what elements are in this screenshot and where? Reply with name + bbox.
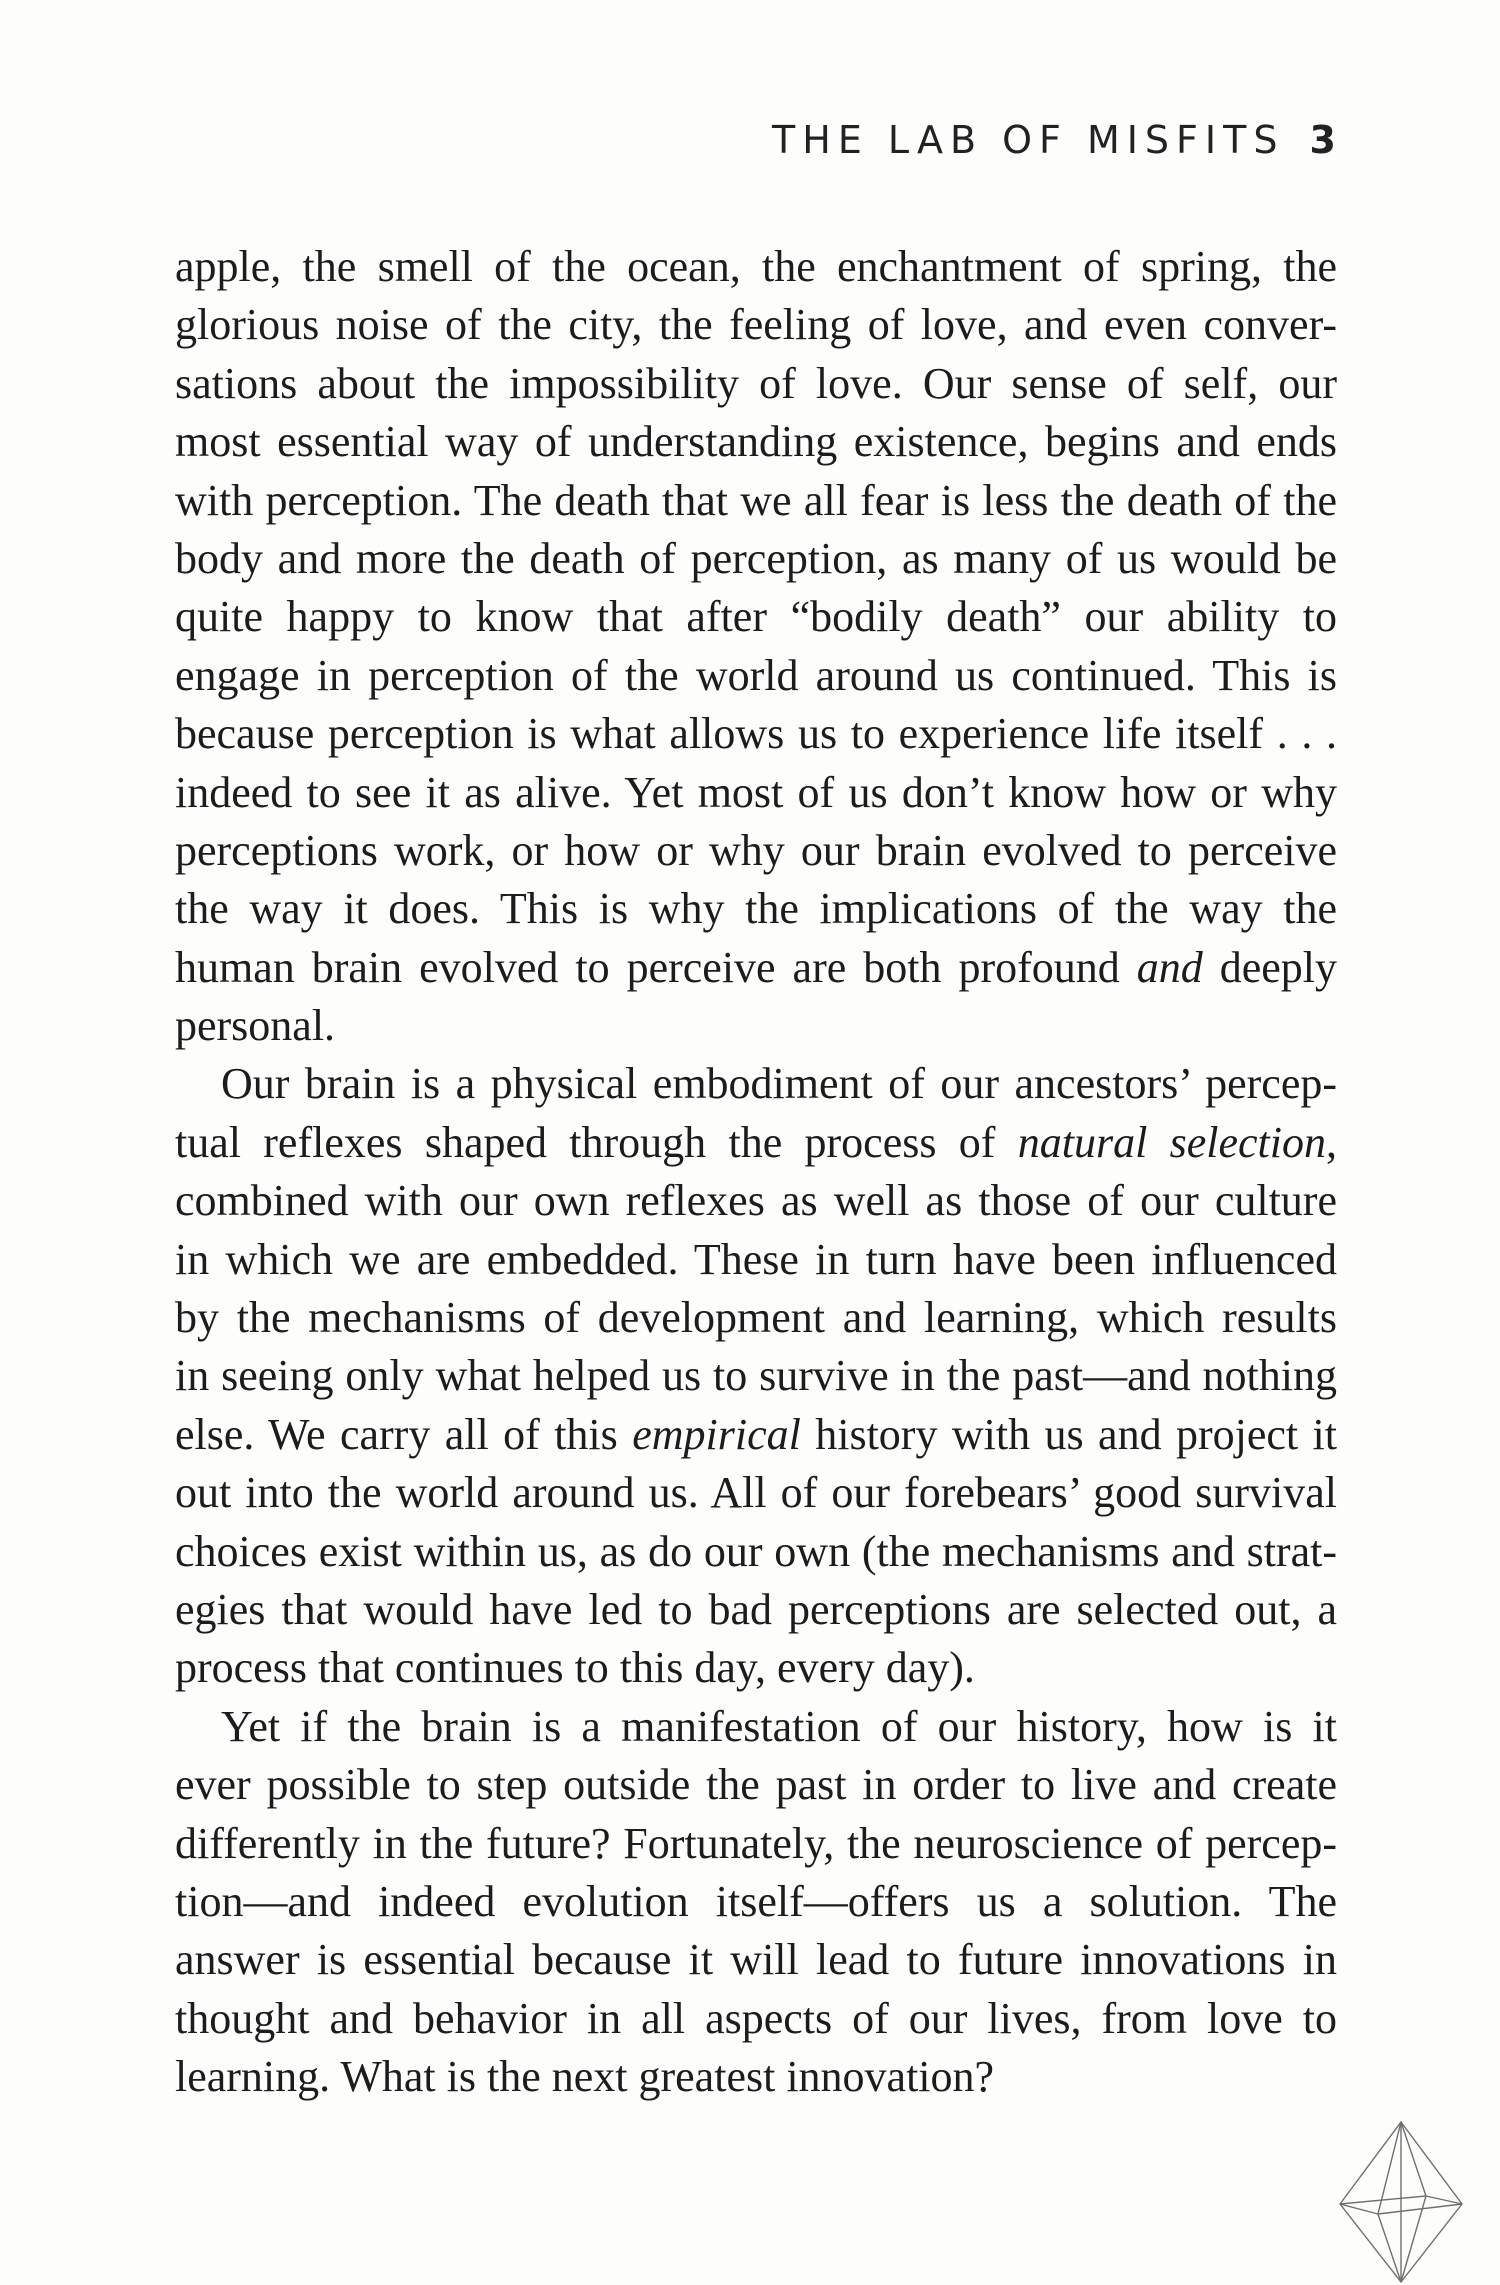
text-line (175, 1639, 1337, 1697)
text-line (175, 1698, 1337, 1756)
text-run: choices exist within us, as do our own (the mechanisms and strat- (175, 1526, 1337, 1576)
text-line (175, 1815, 1337, 1873)
text-line (175, 880, 1337, 938)
text-run: tual reflexes shaped through the process of (175, 1117, 1018, 1167)
text-run: combined with our own reflexes as well as those of our culture (175, 1176, 1337, 1226)
text-line (175, 413, 1337, 471)
text-run: with perception. The death that we all fear is less the death of the (175, 475, 1337, 525)
text-line (175, 1581, 1337, 1639)
text-line (175, 822, 1337, 880)
text-run: body and more the death of perception, as many of us would be (175, 533, 1337, 583)
text-run: engage in perception of the world around us continued. This is (175, 650, 1337, 700)
text-line (175, 1931, 1337, 1989)
text-line (175, 530, 1337, 588)
text-run: egies that would have led to bad perceptions are selected out, a (175, 1584, 1337, 1634)
text-run: in seeing only what helped us to survive in the past—and nothing (175, 1351, 1337, 1401)
text-run: personal. (175, 1001, 336, 1051)
text-line (175, 1289, 1337, 1347)
text-run: out into the world around us. All of our forebears’ good survival (175, 1468, 1337, 1518)
running-head (772, 118, 1336, 162)
text-line (175, 355, 1337, 413)
text-line (175, 296, 1337, 354)
text-run: quite happy to know that after “bodily death” our ability to (175, 592, 1337, 642)
text-run: thought and behavior in all aspects of our lives, from love to (175, 1993, 1337, 2043)
text-line (175, 1055, 1337, 1113)
emphasis-text: natural selection (1017, 1117, 1326, 1167)
text-run: differently in the future? Fortunately, the neuroscience of percep- (175, 1818, 1337, 1868)
text-run: most essential way of understanding existence, begins and ends (175, 417, 1337, 467)
text-line (175, 647, 1337, 705)
text-line (175, 1172, 1337, 1230)
text-run: because perception is what allows us to experience life itself . . . (175, 709, 1337, 759)
text-run: perceptions work, or how or why our brain evolved to perceive (175, 825, 1337, 875)
text-run: Our brain is a physical embodiment of our ancestors’ percep- (221, 1059, 1337, 1109)
text-run: history with us and project it (800, 1409, 1337, 1459)
text-line (175, 1523, 1337, 1581)
text-line (175, 588, 1337, 646)
text-line (175, 939, 1337, 997)
text-run: tion—and indeed evolution itself—offers us a solution. The (175, 1876, 1337, 1926)
text-line (175, 472, 1337, 530)
text-run: in which we are embedded. These in turn have been influenced (175, 1234, 1337, 1284)
page-number: 3 (1309, 118, 1336, 162)
text-run: human brain evolved to perceive are both profound (175, 942, 1137, 992)
text-line (175, 1464, 1337, 1522)
octahedron-icon (1336, 2118, 1466, 2285)
text-line (175, 705, 1337, 763)
text-line (175, 1873, 1337, 1931)
text-line (175, 1756, 1337, 1814)
text-run: Yet if the brain is a manifestation of our history, how is it (221, 1701, 1337, 1751)
text-run: apple, the smell of the ocean, the enchantment of spring, the (175, 242, 1337, 291)
text-run: ever possible to step outside the past in order to live and create (175, 1760, 1337, 1810)
body-text (175, 238, 1337, 2107)
text-line (175, 238, 1337, 296)
running-head-title: THE LAB OF MISFITS (772, 118, 1285, 162)
text-run: deeply (1202, 942, 1337, 992)
text-run: the way it does. This is why the implications of the way the (175, 884, 1337, 934)
text-line (175, 1990, 1337, 2048)
text-run: learning. What is the next greatest innovation? (175, 2052, 995, 2102)
text-line (175, 1406, 1337, 1464)
text-line (175, 764, 1337, 822)
text-line (175, 1114, 1337, 1172)
text-run: answer is essential because it will lead to future innovations in (175, 1935, 1337, 1985)
text-run: glorious noise of the city, the feeling of love, and even conver- (175, 300, 1337, 350)
text-run: process that continues to this day, every day). (175, 1643, 975, 1693)
text-run: indeed to see it as alive. Yet most of us don’t know how or why (175, 767, 1337, 817)
text-run: by the mechanisms of development and learning, which results (175, 1293, 1337, 1343)
text-run: sations about the impossibility of love. Our sense of self, our (175, 358, 1337, 408)
text-line (175, 2048, 1337, 2106)
emphasis-text: empirical (632, 1409, 801, 1459)
text-run: , (1326, 1117, 1337, 1167)
text-line (175, 1347, 1337, 1405)
text-run: else. We carry all of this (175, 1409, 633, 1459)
text-line (175, 997, 1337, 1055)
emphasis-text: and (1136, 942, 1203, 992)
text-line (175, 1231, 1337, 1289)
